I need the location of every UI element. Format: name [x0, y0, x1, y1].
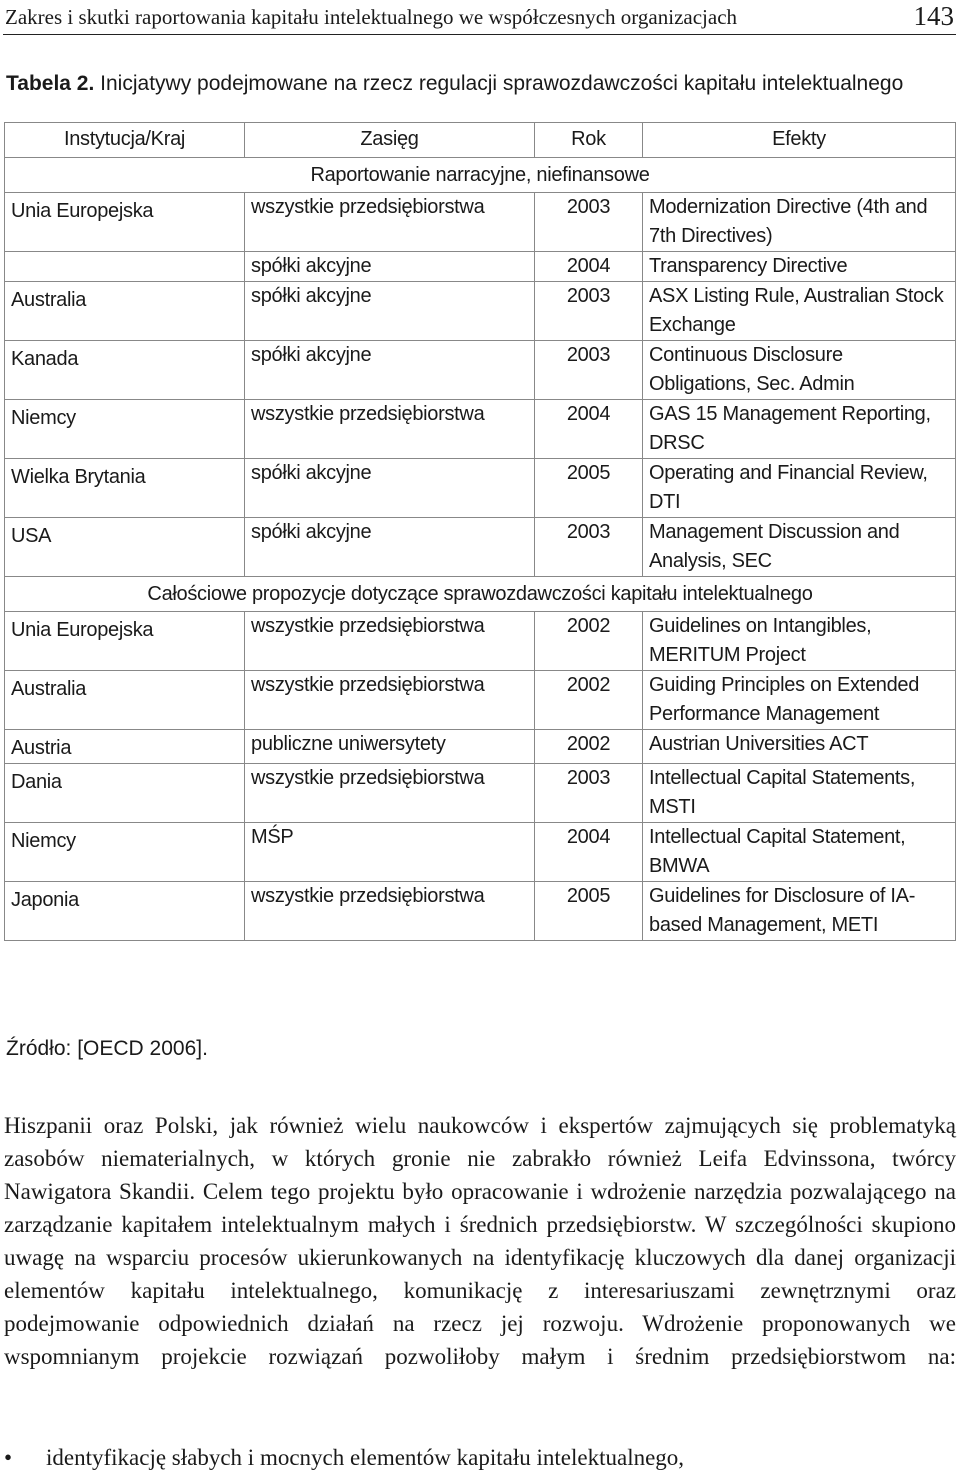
scope-cell: wszystkie przedsiębiorstwa: [245, 193, 535, 252]
table-row: [5, 518, 956, 577]
scope-cell: spółki akcyjne: [245, 518, 535, 577]
effect-cell: Transparency Directive: [643, 252, 956, 282]
country-cell: Kanada: [5, 341, 245, 400]
scope-cell: wszystkie przedsiębiorstwa: [245, 671, 535, 730]
column-header: Rok: [535, 123, 643, 158]
effect-cell: GAS 15 Management Reporting, DRSC: [643, 400, 956, 459]
table-row: [5, 823, 956, 882]
initiatives-table: [4, 122, 956, 941]
effect-cell: Management Discussion and Analysis, SEC: [643, 518, 956, 577]
bullet-item: [4, 1441, 956, 1474]
bullet-icon: •: [4, 1445, 13, 1470]
scope-cell: spółki akcyjne: [245, 282, 535, 341]
running-header: [3, 0, 956, 35]
year-cell: 2003: [535, 193, 643, 252]
table-row: [5, 459, 956, 518]
table-source: Źródło: [OECD 2006].: [6, 1037, 208, 1060]
country-cell: Japonia: [5, 882, 245, 941]
page-number: 143: [913, 1, 954, 31]
table-row: [5, 400, 956, 459]
table-row: [5, 671, 956, 730]
table-row: [5, 612, 956, 671]
country-cell: Niemcy: [5, 400, 245, 459]
section-heading: Całościowe propozycje dotyczące sprawozdawczości kapitału intelektualnego: [5, 577, 956, 612]
scope-cell: spółki akcyjne: [245, 252, 535, 282]
scope-cell: wszystkie przedsiębiorstwa: [245, 400, 535, 459]
table-section-row: [5, 158, 956, 193]
scope-cell: MŚP: [245, 823, 535, 882]
column-header: Instytucja/Kraj: [5, 123, 245, 158]
year-cell: 2004: [535, 400, 643, 459]
table-row: [5, 882, 956, 941]
effect-cell: Intellectual Capital Statements, MSTI: [643, 764, 956, 823]
year-cell: 2002: [535, 730, 643, 764]
country-cell: Austria: [5, 730, 245, 764]
effect-cell: Modernization Directive (4th and 7th Directives): [643, 193, 956, 252]
scope-cell: spółki akcyjne: [245, 459, 535, 518]
section-heading: Raportowanie narracyjne, niefinansowe: [5, 158, 956, 193]
effect-cell: Guiding Principles on Extended Performance Management: [643, 671, 956, 730]
bullet-text: identyfikację słabych i mocnych elementów kapitału intelektualnego,: [46, 1445, 685, 1470]
effect-cell: Continuous Disclosure Obligations, Sec. Admin: [643, 341, 956, 400]
year-cell: 2003: [535, 341, 643, 400]
table-label: Tabela 2.: [6, 72, 95, 95]
table-row: [5, 764, 956, 823]
country-cell: Australia: [5, 671, 245, 730]
table-row: [5, 282, 956, 341]
country-cell: USA: [5, 518, 245, 577]
table-section-row: [5, 577, 956, 612]
year-cell: 2005: [535, 459, 643, 518]
country-cell: Unia Europejska: [5, 612, 245, 671]
table-row: [5, 341, 956, 400]
year-cell: 2003: [535, 282, 643, 341]
country-cell: Australia: [5, 282, 245, 341]
country-cell: [5, 252, 245, 282]
country-cell: Dania: [5, 764, 245, 823]
effect-cell: Intellectual Capital Statement, BMWA: [643, 823, 956, 882]
table-caption-text: Inicjatywy podejmowane na rzecz regulacji sprawozdawczości kapitału intelektualnego: [100, 72, 904, 95]
year-cell: 2002: [535, 671, 643, 730]
scope-cell: spółki akcyjne: [245, 341, 535, 400]
effect-cell: Austrian Universities ACT: [643, 730, 956, 764]
table-caption: [6, 72, 903, 96]
year-cell: 2003: [535, 764, 643, 823]
table-row: [5, 193, 956, 252]
body-paragraph: [4, 1109, 956, 1406]
scope-cell: publiczne uniwersytety: [245, 730, 535, 764]
country-cell: Unia Europejska: [5, 193, 245, 252]
year-cell: 2005: [535, 882, 643, 941]
table-row: [5, 252, 956, 282]
effect-cell: Guidelines for Disclosure of IA-based Management, METI: [643, 882, 956, 941]
effect-cell: Operating and Financial Review, DTI: [643, 459, 956, 518]
effect-cell: ASX Listing Rule, Australian Stock Exchange: [643, 282, 956, 341]
table-row: [5, 730, 956, 764]
year-cell: 2003: [535, 518, 643, 577]
year-cell: 2004: [535, 823, 643, 882]
body-text: Hiszpanii oraz Polski, jak również wielu naukowców i ekspertów zajmujących się problematyką zasobów niematerialnych, w których gronie nie zabrakło również Leifa Edvinssona, twórcy Nawigatora Skandii. Celem tego projektu było opracowanie i wdrożenie narzędzia pozwalającego na zarządzanie kapitałem intelektualnym małych i średnich przedsiębiorstw. W szczególności skupiono uwagę na wsparciu procesów ukierunkowanych na identyfikację kluczowych dla danej organizacji elementów kapitału intelektualnego, komunikację z interesariuszami zewnętrznymi oraz podejmowanie odpowiednich działań na rzecz jej rozwoju. Wdrożenie proponowanych we wspomnianym projekcie rozwiązań pozwoliłoby małym i średnim przedsiębiorstwom na:: [4, 1113, 956, 1369]
year-cell: 2002: [535, 612, 643, 671]
scope-cell: wszystkie przedsiębiorstwa: [245, 882, 535, 941]
scope-cell: wszystkie przedsiębiorstwa: [245, 612, 535, 671]
country-cell: Wielka Brytania: [5, 459, 245, 518]
effect-cell: Guidelines on Intangibles, MERITUM Project: [643, 612, 956, 671]
year-cell: 2004: [535, 252, 643, 282]
scope-cell: wszystkie przedsiębiorstwa: [245, 764, 535, 823]
column-header: Efekty: [643, 123, 956, 158]
country-cell: Niemcy: [5, 823, 245, 882]
running-title: Zakres i skutki raportowania kapitału intelektualnego we współczesnych organizacjach: [5, 5, 738, 29]
table-header-row: [5, 123, 956, 158]
column-header: Zasięg: [245, 123, 535, 158]
